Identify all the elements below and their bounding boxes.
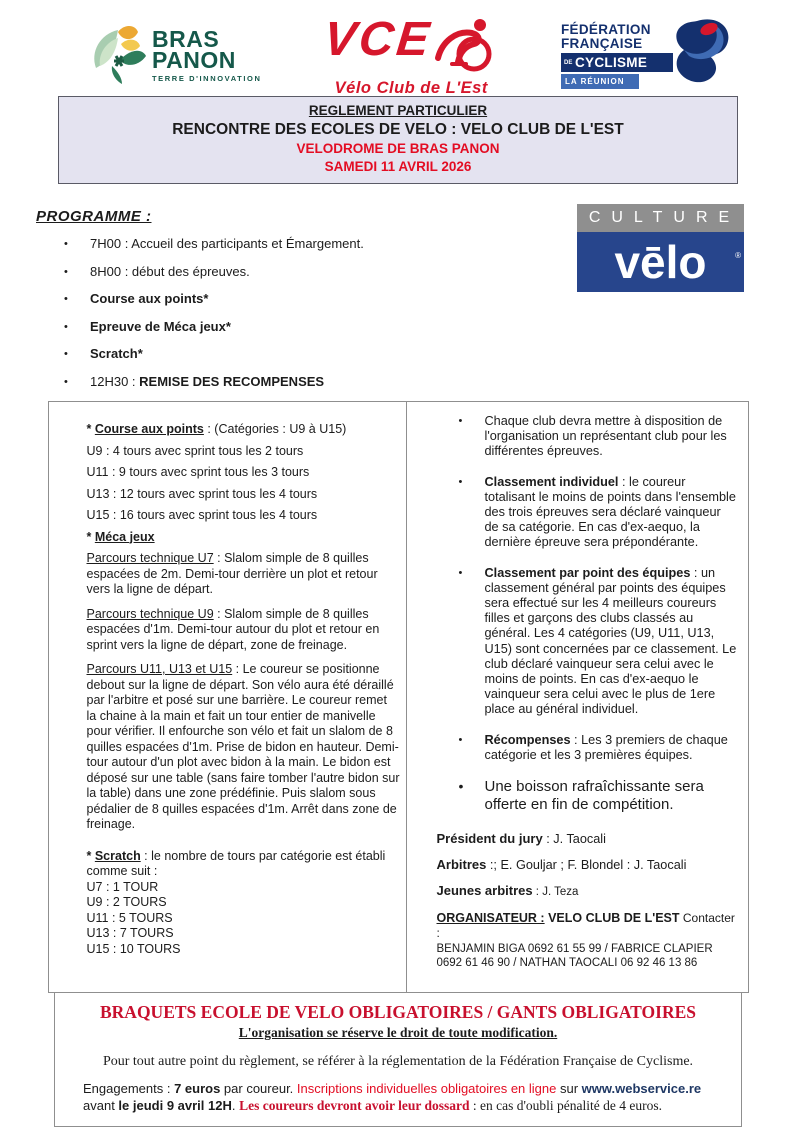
logo-header [0,0,796,97]
scratch-line: U11 : 5 TOURS [86,910,173,925]
programme-heading: PROGRAMME : [36,208,152,225]
bullet-icon: • [458,415,463,427]
programme-item: • 12H30 : REMISE DES RECOMPENSES [64,373,325,389]
programme-item: • 7H00 : Accueil des participants et Émargement. [64,236,364,251]
programme-item: • 8H00 : début des épreuves. [64,263,250,279]
ffc-swoosh-icon [667,17,733,90]
culture-velo-wordmark: vēlo [614,236,707,288]
venue-line: VELODROME DE BRAS PANON [296,141,500,156]
webservice-link[interactable]: www.webservice.re [581,1081,702,1096]
ffc-cyclisme-band [561,53,673,72]
scratch-line: U9 : 2 TOURS [86,895,167,909]
ffc-region-band: LA RÉUNION [561,74,639,89]
bullet-icon: • [64,265,68,278]
scratch-line: U15 : 10 TOURS [86,941,181,956]
official-line: Arbitres :; E. Gouljar ; F. Blondel : J. Taocali [436,857,687,873]
parcours-paragraph: Parcours technique U9 : Slalom simple de 8 quilles espacées d'1m. Demi-tour autour du plot et retour en sprint vers la ligne de départ, zone de freinage. [86,606,380,652]
organisateur-contacts: BENJAMIN BIGA 0692 61 55 99 / FABRICE CLAPIER 0692 61 46 90 / NATHAN TAOCALI 06 92 46 13 86 [436,942,713,970]
official-line: Jeunes arbitres : J. Teza [436,883,579,899]
vce-club-name: Vélo Club de L'Est [334,79,488,97]
programme-section [36,208,746,390]
official-line: Président du jury : J. Taocali [436,831,606,847]
rules-left-column [49,402,407,992]
ffc-logo [561,23,733,90]
bullet-icon: • [64,293,68,305]
bullet-icon: • [458,778,464,795]
bullet-icon: • [458,566,463,579]
bullet-icon: • [64,238,68,250]
parcours-paragraph: Parcours technique U7 : Slalom simple de 8 quilles espacées de 2m. Demi-tour derrière un plot et retour vers la ligne de départ. [86,551,378,596]
rules-panel [48,401,749,993]
classement-bullet: • Récompenses : Les 3 premiers de chaque catégorie et les 3 premières équipes. [437,733,740,763]
course-line: U15 : 16 tours avec sprint tous les 4 tours [86,508,318,522]
programme-item: • Course aux points* [64,291,209,306]
footer-note: Pour tout autre point du règlement, se référer à la réglementation de la Fédération Française de Cyclisme. [102,1054,694,1069]
programme-item: • Scratch* [64,346,143,361]
bullet-icon: • [64,375,68,388]
bullet-icon: • [458,733,463,746]
engagements-paragraph: Engagements : 7 euros par coureur. Inscriptions individuelles obligatoires en ligne sur www.webservice.re avant le jeudi 9 avril 12H. Les coureurs devront avoir leur dossard : en cas d'oubli pénalité de 4 euros. [83,1081,702,1113]
scratch-line: U7 : 1 TOUR [86,879,159,894]
bullet-icon: • [64,320,68,333]
title-box [58,96,738,184]
bras-panon-name-line1: BRAS [152,26,220,52]
classement-bullet: • Chaque club devra mettre à disposition de l'organisation un représentant club pour les différentes épreuves. [437,414,740,460]
classement-bullet: • Classement par point des équipes : un classement général par points des équipes sera effectué sur les 4 meilleurs coureurs filles et garçons des clubs classés au général. Les 4 catégories (U9, U11, U13, U15) sont concernées par ce classement. Le club déclaré vainqueur sera celui avec le moins de points. En cas d'ex-aequo le vainqueur sera celui avec le plus de 1ere place au général individuel. [437,566,740,718]
culture-velo-top: CULTURE [577,204,744,232]
footer-heading: BRAQUETS ECOLE DE VELO OBLIGATOIRES / GANTS OBLIGATOIRES [100,1002,696,1022]
bras-panon-tagline: TERRE D'INNOVATION [152,74,262,83]
bullet-icon: • [64,348,68,360]
scratch-section: * Scratch : le nombre de tours par catégorie est établi comme suit : U7 : 1 TOUR U9 : 2 TOURS U11 : 5 TOURS U13 : 7 TOURS U15 : 10 TOURS [87,849,400,958]
vce-cyclist-icon [424,18,498,77]
footer-subheading: L'organisation se réserve le droit de toute modification. [238,1025,558,1040]
programme-list [36,236,746,390]
ffc-text [561,23,673,89]
course-points-heading: * Course aux points : (Catégories : U9 à U15) [86,422,347,436]
date-line: SAMEDI 11 AVRIL 2026 [324,159,472,174]
bullet-icon: • [458,475,463,488]
ffc-line3: CYCLISME [575,55,648,70]
regulation-title: REGLEMENT PARTICULIER [308,103,488,118]
course-line: U13 : 12 tours avec sprint tous les 4 tours [86,486,318,501]
bras-panon-logo [88,22,261,91]
vce-acronym: VCE [321,13,435,66]
classement-bullet: • Classement individuel : le coureur totalisant le moins de points dans l'ensemble des trois épreuves sera déclaré vainqueur de sa catégorie. En cas d'ex-aequo, la dernière épreuve sera prépondérante. [437,475,740,551]
registered-mark: ® [735,251,741,260]
rules-right-column [407,402,748,992]
classement-list [437,414,740,813]
meca-heading: * Méca jeux [86,529,155,544]
ffc-line2: FRANÇAISE [561,36,643,51]
ffc-de: DE [564,59,573,66]
course-line: U11 : 9 tours avec sprint tous les 3 tours [86,465,310,479]
scratch-line: U13 : 7 TOURS [86,926,174,940]
event-title: RENCONTRE DES ECOLES DE VELO : VELO CLUB DE L'EST [172,121,624,138]
organisateur-paragraph: ORGANISATEUR : VELO CLUB DE L'EST Contacter : BENJAMIN BIGA 0692 61 55 99 / FABRICE CLAPIER 0692 61 46 90 / NATHAN TAOCALI 06 92 46 13 86 [437,911,740,971]
footer-box [54,992,742,1127]
vce-logo [321,13,498,98]
drink-bullet: • Une boisson rafraîchissante sera offerte en fin de compétition. [437,778,740,813]
parcours-paragraph: Parcours U11, U13 et U15 : Le coureur se positionne debout sur la ligne de départ. Son vélo aura été déraillé par l'arbitre et posé sur une barrière. Le coureur remet la chaine à la main et fait un tour entier de manivelle pour vérifier. Il enfourche son vélo et fait un slalom de 8 quilles espacées d'1m. Prise de bidon en hauteur. Demi-tour autour d'un plot avec bidon à la main. Le bidon est déposé sur une table (sans faire tomber l'autre bidon sur la table) dans une zone prédéfinie. Puis slalom sous pédalier de 8 quilles espacées d'1m. Arrêt dans zone de freinage. [86,662,400,831]
officials-section [437,831,740,901]
bras-panon-text [152,26,262,83]
ffc-line1: FÉDÉRATION [561,22,651,37]
bras-panon-leaf-icon [88,22,146,91]
programme-item: • Epreuve de Méca jeux* [64,318,231,334]
course-line: U9 : 4 tours avec sprint tous les 2 tours [86,443,304,458]
bras-panon-name-line2: PANON [152,47,236,73]
